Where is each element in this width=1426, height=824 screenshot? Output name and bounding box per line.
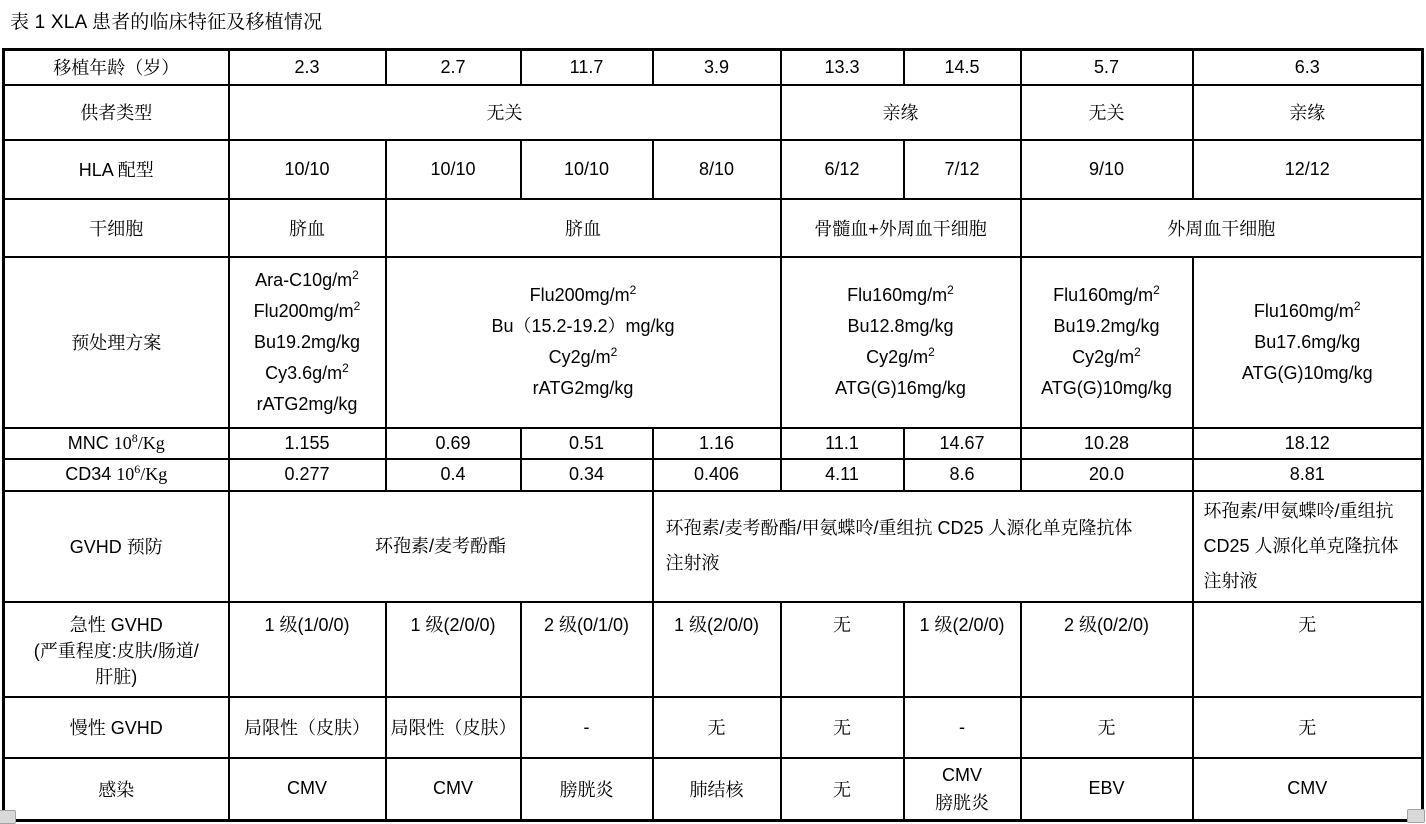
row-label-hla-matching: HLA 配型 — [4, 140, 229, 199]
acute-gvhd-sublabel: (严重程度:皮肤/肠道/肝脏) — [33, 640, 199, 687]
cd34-label-text: CD34 — [65, 464, 117, 484]
acute-gvhd-cell: 1 级(2/0/0) — [386, 602, 521, 697]
age-cell: 14.5 — [904, 50, 1021, 85]
row-mnc — [4, 428, 1423, 459]
mnc-cell: 18.12 — [1193, 428, 1423, 459]
hla-cell: 7/12 — [904, 140, 1021, 199]
age-cell: 2.3 — [229, 50, 386, 85]
table-resize-handle-left[interactable] — [0, 810, 16, 824]
hla-cell: 9/10 — [1021, 140, 1193, 199]
mnc-cell: 0.69 — [386, 428, 521, 459]
cd34-cell: 0.406 — [653, 459, 781, 491]
conditioning-cell: Ara-$C10g/m^2$ $Flu200mg/m^2$ Bu19.2mg/kg $Cy3.6g/m^2$ rATG2mg/kg — [229, 257, 386, 428]
hla-cell: 10/10 — [521, 140, 653, 199]
cd34-cell: 20.0 — [1021, 459, 1193, 491]
chronic-gvhd-cell: 局限性（皮肤） — [229, 697, 386, 758]
row-label-stem-cell: 干细胞 — [4, 199, 229, 257]
cd34-cell: 0.4 — [386, 459, 521, 491]
stem-cell: 外周血干细胞 — [1021, 199, 1423, 257]
donor-cell: 亲缘 — [781, 85, 1021, 140]
mnc-cell: 11.1 — [781, 428, 904, 459]
chronic-gvhd-cell: 局限性（皮肤） — [386, 697, 521, 758]
infection-cell: 肺结核 — [653, 758, 781, 821]
mnc-cell: 1.155 — [229, 428, 386, 459]
age-cell: 3.9 — [653, 50, 781, 85]
row-cd34 — [4, 459, 1423, 491]
conditioning-cell: $Flu160mg/m^2$ Bu17.6mg/kg ATG(G)10mg/kg — [1193, 257, 1423, 428]
mnc-cell: 1.16 — [653, 428, 781, 459]
acute-gvhd-cell: 1 级(2/0/0) — [653, 602, 781, 697]
mnc-cell: 14.67 — [904, 428, 1021, 459]
age-cell: 6.3 — [1193, 50, 1423, 85]
conditioning-cell: $Flu160mg/m^2$ Bu12.8mg/kg $Cy2g/m^2$ ATG(G)16mg/kg — [781, 257, 1021, 428]
age-cell: 13.3 — [781, 50, 904, 85]
acute-gvhd-cell: 无 — [1193, 602, 1423, 697]
cd34-cell: 8.81 — [1193, 459, 1423, 491]
infection-cell: 无 — [781, 758, 904, 821]
stem-cell: 脐血 — [229, 199, 386, 257]
row-chronic-gvhd — [4, 697, 1423, 758]
chronic-gvhd-cell: 无 — [781, 697, 904, 758]
mnc-cell: 0.51 — [521, 428, 653, 459]
acute-gvhd-cell: 1 级(2/0/0) — [904, 602, 1021, 697]
mnc-label-text: MNC — [67, 432, 114, 453]
row-label-transplant-age: 移植年龄（岁） — [4, 50, 229, 85]
gvhd-prophylaxis-cell: 环孢素/麦考酚酯/甲氨蝶呤/重组抗 CD25 人源化单克隆抗体注射液 — [653, 491, 1193, 602]
chronic-gvhd-cell: 无 — [1193, 697, 1423, 758]
chronic-gvhd-cell: 无 — [653, 697, 781, 758]
row-hla-matching — [4, 140, 1423, 199]
acute-gvhd-cell: 2 级(0/2/0) — [1021, 602, 1193, 697]
cd34-cell: 0.34 — [521, 459, 653, 491]
age-cell: 2.7 — [386, 50, 521, 85]
donor-cell: 无关 — [1021, 85, 1193, 140]
cd34-cell: 4.11 — [781, 459, 904, 491]
hla-cell: 6/12 — [781, 140, 904, 199]
row-infection — [4, 758, 1423, 821]
table-title: 表 1 XLA 患者的临床特征及移植情况 — [10, 12, 323, 33]
clinical-features-table — [2, 48, 1424, 822]
gvhd-prophylaxis-cell: 环孢素/麦考酚酯 — [229, 491, 653, 602]
hla-cell: 10/10 — [386, 140, 521, 199]
acute-gvhd-label: 急性 GVHD — [69, 614, 163, 635]
chronic-gvhd-cell: 无 — [1021, 697, 1193, 758]
age-cell: 11.7 — [521, 50, 653, 85]
mnc-unit: $10^8/Kg$ — [113, 430, 165, 453]
infection-cell: CMV — [1193, 758, 1423, 821]
row-donor-type — [4, 85, 1423, 140]
acute-gvhd-cell: 2 级(0/1/0) — [521, 602, 653, 697]
cd34-cell: 8.6 — [904, 459, 1021, 491]
infection-cell: 膀胱炎 — [521, 758, 653, 821]
stem-cell: 脐血 — [386, 199, 781, 257]
hla-cell: 10/10 — [229, 140, 386, 199]
donor-cell: 无关 — [229, 85, 781, 140]
chronic-gvhd-cell: - — [521, 697, 653, 758]
row-label-chronic-gvhd: 慢性 GVHD — [4, 697, 229, 758]
conditioning-cell: $Flu160mg/m^2$ Bu19.2mg/kg $Cy2g/m^2$ ATG(G)10mg/kg — [1021, 257, 1193, 428]
acute-gvhd-cell: 无 — [781, 602, 904, 697]
row-acute-gvhd — [4, 602, 1423, 697]
row-label-gvhd-prophylaxis: GVHD 预防 — [4, 491, 229, 602]
gvhd-prophylaxis-cell: 环孢素/甲氨蝶呤/重组抗 CD25 人源化单克隆抗体注射液 — [1193, 491, 1423, 602]
row-stem-cell-source — [4, 199, 1423, 257]
age-cell: 5.7 — [1021, 50, 1193, 85]
conditioning-cell: $Flu200mg/m^2$ Bu（15.2-19.2）mg/kg $Cy2g/m^2$ rATG2mg/kg — [386, 257, 781, 428]
row-gvhd-prophylaxis — [4, 491, 1423, 602]
hla-cell: 8/10 — [653, 140, 781, 199]
row-label-donor-type: 供者类型 — [4, 85, 229, 140]
stem-cell: 骨髓血+外周血干细胞 — [781, 199, 1021, 257]
infection-cell: EBV — [1021, 758, 1193, 821]
table-resize-handle-right[interactable] — [1407, 809, 1425, 823]
infection-cell: CMV 膀胱炎 — [904, 758, 1021, 821]
infection-cell: CMV — [386, 758, 521, 821]
chronic-gvhd-cell: - — [904, 697, 1021, 758]
row-label-acute-gvhd — [4, 602, 229, 697]
row-label-conditioning: 预处理方案 — [4, 257, 229, 428]
row-label-mnc — [4, 428, 229, 459]
cd34-unit: $10^6/Kg$ — [116, 462, 168, 484]
cd34-cell: 0.277 — [229, 459, 386, 491]
infection-cell: CMV — [229, 758, 386, 821]
donor-cell: 亲缘 — [1193, 85, 1423, 140]
row-label-cd34 — [4, 459, 229, 491]
row-transplant-age — [4, 50, 1423, 85]
row-label-infection: 感染 — [4, 758, 229, 821]
acute-gvhd-cell: 1 级(1/0/0) — [229, 602, 386, 697]
hla-cell: 12/12 — [1193, 140, 1423, 199]
row-conditioning-regimen — [4, 257, 1423, 428]
mnc-cell: 10.28 — [1021, 428, 1193, 459]
